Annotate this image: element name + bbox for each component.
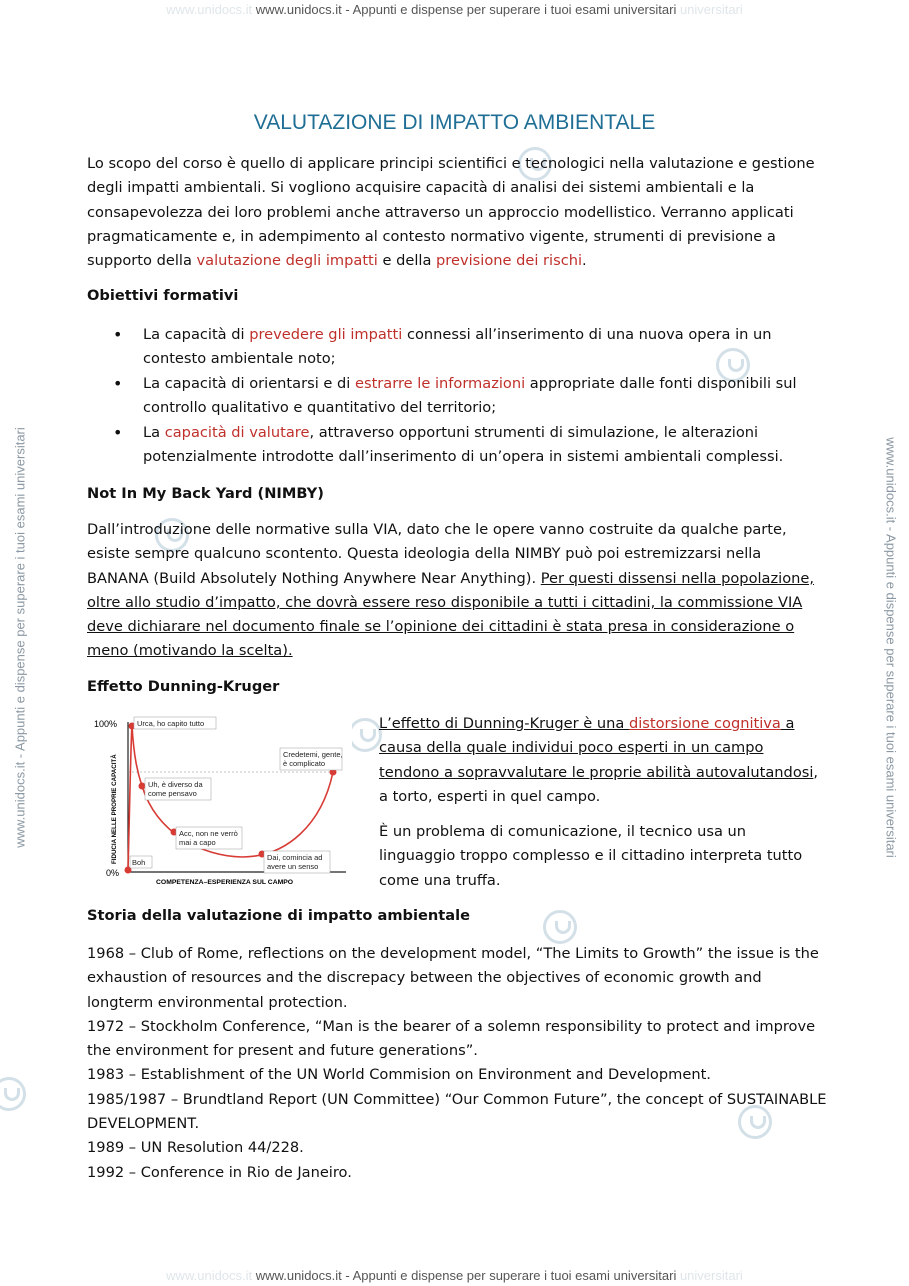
history-line: 1985/1987 – Brundtland Report (UN Committee) “Our Common Future”, the concept of SUSTAINABLE DEVELOPMENT. — [87, 1090, 827, 1133]
nimby-text: Dall’introduzione delle normative sulla VIA, dato che le opere vanno costruite da qualche parte, esiste sempre qualcuno scontento. Questa ideologia della NIMBY può poi estremizzarsi nella BANANA (Build Absolutely Nothing Anywhere Near Anything). — [87, 521, 787, 587]
item-text: appropriate dalle fonti disponibili sul controllo qualitativo e quantitativo del territorio; — [143, 374, 797, 417]
watermark-footer — [0, 1268, 909, 1283]
nimby-underlined-text: Per questi dissensi nella popolazione, oltre allo studio d’impatto, che dovrà essere reso disponibile a tutti i cittadini, la commissione VIA deve dichiarare nel documento finale se l’opinione dei cittadini è stata presa in considerazione o meno (motivando la scelta). — [87, 569, 815, 660]
dunning-heading: Effetto Dunning-Kruger — [87, 678, 280, 695]
y-tick-0: 0% — [106, 868, 120, 878]
item-text: La capacità di orientarsi e di — [143, 374, 355, 392]
unidocs-logo-icon — [348, 718, 382, 752]
item-highlight: prevedere gli impatti — [249, 326, 403, 343]
intro-text-3: . — [582, 252, 587, 270]
watermark-footer-text: www.unidocs.it - Appunti e dispense per superare i tuoi esami universitari — [255, 1268, 677, 1283]
dunning-paragraph-2 — [379, 820, 819, 893]
intro-paragraph — [87, 152, 832, 273]
y-axis-label: FIDUCIA NELLE PROPRIE CAPACITÀ — [111, 754, 118, 864]
intro-highlight-impacts: valutazione degli impatti — [196, 252, 378, 270]
dunning-underlined-1: L’effetto di Dunning-Kruger è una — [379, 715, 629, 732]
history-list — [87, 942, 827, 1185]
item-highlight: estrarre le informazioni — [354, 374, 526, 392]
history-line: 1989 – UN Resolution 44/228. — [87, 1139, 304, 1157]
watermark-header — [0, 2, 909, 17]
history-line: 1983 – Establishment of the UN World Commision on Environment and Development. — [87, 1066, 711, 1084]
unidocs-logo-icon — [0, 1077, 26, 1111]
objectives-heading: Obiettivi formativi — [87, 287, 239, 304]
label-plateau: Credetemi, gente, è complicato — [283, 750, 343, 768]
history-line: 1972 – Stockholm Conference, “Man is the bearer of a solemn responsibility to protect and improve the environment for present and future generations”. — [87, 1017, 816, 1060]
intro-highlight-risks: previsione dei rischi — [436, 252, 583, 270]
nimby-paragraph — [87, 518, 827, 664]
item-text: , attraverso opportuni strumenti di simulazione, le alterazioni potenzialmente introdotte dall’inserimento di un’opera in sistemi ambientali complessi. — [143, 423, 784, 466]
dunning-underlined-2: a causa della quale individui poco esperti in un campo tendono a sopravvalutare le proprie abilità autovalutandosi — [379, 715, 814, 781]
item-text: La — [143, 423, 165, 441]
label-peak: Urca, ho capito tutto — [137, 719, 205, 728]
objectives-list — [87, 323, 827, 469]
y-tick-100: 100% — [94, 719, 118, 729]
point-decline — [139, 783, 146, 790]
list-item — [87, 421, 827, 470]
intro-text: Lo scopo del corso è quello di applicare principi scientifici e tecnologici nella valutazione e gestione degli impatti ambientali. Si vogliono acquisire capacità di analisi dei sistemi ambientali e la consapevolezza dei loro problemi anche attraverso un approccio modellistico. Verranno applicati pragmaticamente e, in adempimento al contesto normativo vigente, strumenti di previsione a supporto della — [87, 155, 815, 270]
list-item — [87, 372, 827, 421]
label-boh: Boh — [132, 858, 146, 867]
watermark-ghost-left: www.unidocs.it — [166, 2, 253, 17]
watermark-ghost-left: www.unidocs.it — [166, 1268, 253, 1283]
history-heading: Storia della valutazione di impatto ambientale — [87, 907, 470, 924]
nimby-heading: Not In My Back Yard (NIMBY) — [87, 485, 324, 502]
list-item — [87, 323, 827, 372]
item-highlight: capacità di valutare — [164, 423, 310, 441]
history-line: 1992 – Conference in Rio de Janeiro. — [87, 1163, 352, 1181]
page-title: VALUTAZIONE DI IMPATTO AMBIENTALE — [253, 111, 656, 134]
dunning-tail: , a torto, esperti in quel campo. — [379, 763, 819, 805]
unidocs-logo-icon — [543, 910, 577, 944]
x-axis-label: COMPETENZA–ESPERIENZA SUL CAMPO — [156, 879, 294, 886]
watermark-side-right: www.unidocs.it - Appunti e dispense per superare i tuoi esami universitari — [883, 437, 899, 858]
label-recovery: Dai, comincia ad avere un senso — [267, 853, 323, 871]
dunning-kruger-chart — [92, 714, 352, 886]
intro-text-2: e della — [377, 252, 437, 270]
label-valley: Acc, non ne verrò mai a capo — [179, 829, 238, 847]
dunning-highlight: distorsione cognitiva — [628, 715, 781, 732]
watermark-header-text: www.unidocs.it - Appunti e dispense per superare i tuoi esami universitari — [255, 2, 677, 17]
history-line: 1968 – Club of Rome, reflections on the development model, “The Limits to Growth” the issue is the exhaustion of resources and the discrepacy between the objectives of economic growth and longterm environmental protection. — [87, 945, 819, 1011]
watermark-side-left: www.unidocs.it - Appunti e dispense per superare i tuoi esami universitari — [12, 427, 28, 848]
dunning-paragraph-1 — [379, 712, 819, 809]
watermark-ghost-right: universitari — [679, 2, 743, 17]
item-text: La capacità di — [143, 326, 250, 343]
item-text: connessi all’inserimento di una nuova opera in un contesto ambientale noto; — [143, 326, 772, 368]
label-decline: Uh, è diverso da come pensavo — [148, 780, 203, 798]
dunning-text-2: È un problema di comunicazione, il tecnico usa un linguaggio troppo complesso e il cittadino interpreta tutto come una truffa. — [379, 823, 803, 889]
watermark-ghost-right: universitari — [679, 1268, 743, 1283]
